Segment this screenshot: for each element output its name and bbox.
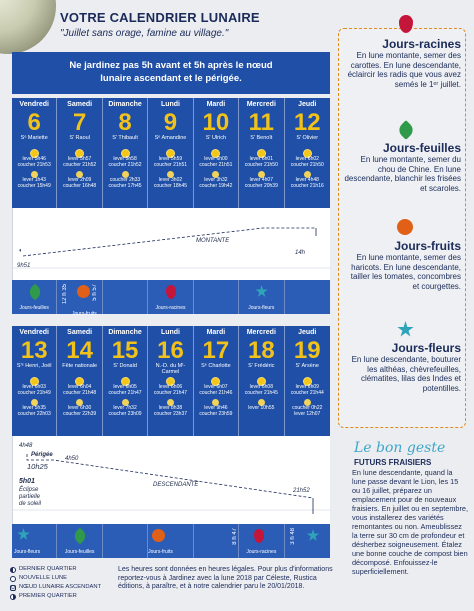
sidebar-fruits-title: Jours-fruits (394, 239, 461, 253)
fruit-icon (152, 529, 165, 542)
chart1-direction: MONTANTE (196, 238, 230, 244)
day-number: 12 (293, 109, 321, 136)
moon-time-2: coucher 22h03 (17, 410, 51, 417)
day-number: 14 (66, 337, 93, 364)
sun-set: coucher 21h46 (199, 389, 233, 396)
day-saint: S' Olivier (296, 135, 319, 141)
day-number: 9 (163, 109, 178, 136)
page-title: VOTRE CALENDRIER LUNAIRE (60, 10, 260, 25)
label-racines: Jours-racines (246, 549, 277, 555)
day-name: Vendredi (19, 329, 49, 336)
moon-line-1 (23, 228, 316, 256)
sun-set: coucher 21h48 (63, 389, 97, 396)
transition-time: 12 h 35 (62, 284, 69, 305)
fruit-icon (397, 219, 413, 235)
day-name: Mercredi (246, 329, 276, 336)
day-column (12, 326, 57, 436)
label-racines: Jours-racines (155, 305, 186, 311)
flower-icon (307, 529, 320, 542)
leaf-icon (72, 528, 89, 545)
chart2-end-time: 21h52 (293, 488, 310, 494)
day-number: 6 (27, 109, 41, 136)
day-name: Mardi (206, 101, 226, 108)
banner-line-2: lunaire ascendant et le périgée. (100, 73, 242, 84)
day-number: 7 (72, 109, 87, 136)
moon-time-2: coucher 20h39 (244, 182, 278, 189)
sun-set: coucher 21h49 (17, 389, 51, 396)
tip-body: En lune descendante, quand la lune passe devant le Lion, les 15 ou 16 juillet, préparez un emplacement pour de nouveaux fraisiers. En juillet ou en septembre, vous installerez des variétés remontantes ou non. Ameublissez la terre sur 30 cm de profondeur et désherbez soigneusement. Étalez une bonne couche de compost bien décomposé. Enfouissez-le superficiellement. (352, 468, 468, 576)
sun-set: coucher 21h51 (153, 161, 188, 168)
sidebar-feuilles-title: Jours-feuilles (382, 141, 461, 155)
day-column (148, 326, 193, 436)
day-saint: Sᵉ Amandine (154, 135, 187, 141)
sidebar-racines (343, 37, 461, 89)
day-number: 10 (202, 109, 230, 136)
moon-time-1: lever 1h43 (22, 177, 46, 183)
day-name: Vendredi (19, 101, 49, 108)
fruit-icon (77, 285, 90, 298)
sun-set: coucher 21h51 (199, 161, 233, 168)
root-icon (254, 529, 264, 543)
day-name: Samedi (67, 101, 93, 108)
warning-banner (12, 52, 330, 94)
half-moon-icon: ◐ (19, 248, 23, 254)
transition-time: 5 h 57 (92, 284, 99, 301)
moon-time-1: coucher 2h33 (109, 177, 141, 183)
day-saint: S' Thibault (112, 135, 138, 141)
day-saint: Fête nationale (62, 363, 98, 369)
moon-time-1: lever 7h32 (113, 405, 137, 411)
day-number: 17 (202, 337, 230, 364)
label-fleurs: Jours-fleurs (14, 549, 41, 555)
day-column (239, 326, 284, 436)
leaf-icon (396, 120, 416, 140)
sidebar-fruits (343, 239, 461, 291)
day-column (194, 98, 239, 208)
sun-rise: lever 6h03 (22, 384, 46, 390)
sun-set: coucher 21h52 (108, 161, 142, 168)
chart2-direction: DESCENDANTE (153, 482, 199, 488)
sidebar-racines-text: En lune montante, semer des carottes. En lune descendante, éclaircir les radis que vous avez semés le 1ᵉʳ juillet. (347, 51, 461, 89)
moon-time-2: coucher 18h45 (153, 182, 188, 189)
sun-rise: lever 6h04 (67, 384, 92, 390)
chart2-eclipse-label3: de soleil (19, 501, 42, 507)
day-number: 18 (247, 337, 275, 364)
sun-rise: lever 6h05 (113, 384, 137, 390)
week-1 (12, 98, 330, 317)
label-feuilles: Jours-feuilles (64, 549, 95, 555)
moon-time-2: coucher 23h09 (108, 410, 142, 417)
chart1-end-time: 14h (295, 250, 306, 256)
moon-time-1: coucher 0h22 (292, 405, 323, 411)
sun-rise: lever 6h06 (158, 384, 183, 390)
moon-time-2: coucher 15h49 (17, 182, 51, 189)
day-column (194, 326, 239, 436)
flower-icon (17, 528, 30, 541)
day-column (148, 98, 193, 208)
sun-rise: lever 6h08 (249, 384, 273, 390)
moon-time-1: lever 10h55 (248, 405, 275, 411)
sun-set: coucher 21h52 (63, 161, 97, 168)
sidebar-feuilles (343, 141, 461, 193)
day-saint: S' Donald (113, 363, 137, 369)
banner-line-1: Ne jardinez pas 5h avant et 5h après le nœud (69, 60, 273, 71)
sun-rise: lever 6h02 (295, 156, 319, 162)
day-saint: S' Benoît (250, 135, 273, 141)
moon-time-2: coucher 23h59 (199, 410, 233, 417)
moon-time-2: coucher 22h39 (63, 410, 97, 417)
day-type-row-1 (12, 280, 330, 314)
moon-time-1: lever 6h30 (67, 405, 92, 411)
moon-photo (0, 0, 56, 54)
flower-icon (255, 285, 268, 298)
moon-time-1: lever 8h38 (158, 405, 183, 411)
day-column (285, 326, 330, 436)
page-quote: "Juillet sans orage, famine au village." (60, 28, 229, 39)
last-quarter-icon (10, 567, 16, 573)
day-types-sidebar (338, 28, 466, 428)
day-name: Jeudi (298, 329, 317, 336)
day-name: Dimanche (108, 101, 142, 108)
sun-set: coucher 21h50 (290, 161, 324, 168)
tip-subtitle: FUTURS FRAISIERS (354, 458, 432, 467)
legend-first-quarter: PREMIER QUARTIER (19, 593, 77, 599)
legend-new-moon: NOUVELLE LUNE (19, 575, 68, 581)
day-column (285, 98, 330, 208)
moon-time-2: lever 12h07 (294, 410, 321, 417)
day-column (239, 98, 284, 208)
moon-time-2: coucher 23h37 (153, 410, 188, 417)
day-saint: S' Frédéric (248, 363, 275, 369)
legend-last-quarter: DERNIER QUARTIER (19, 566, 77, 572)
day-column (103, 98, 148, 208)
moon-curve-2 (13, 436, 331, 524)
leaf-icon (27, 284, 44, 301)
tip-title: Le bon geste (354, 440, 446, 456)
day-saint: S' Ulrich (205, 135, 227, 141)
first-quarter-icon (10, 594, 16, 600)
day-number: 8 (118, 109, 132, 136)
day-column (57, 326, 102, 436)
label-feuilles: Jours-feuilles (19, 305, 49, 311)
moon-time-2: coucher 17h45 (108, 182, 142, 189)
moon-time-2: coucher 19h42 (199, 182, 233, 189)
flower-icon (397, 321, 414, 338)
transition-time: 8 h 47 (231, 528, 238, 545)
day-number: 13 (20, 337, 48, 364)
moon-chart-1 (12, 208, 330, 280)
chart2-eclipse-label2: partielle (19, 494, 41, 500)
root-icon (166, 285, 176, 299)
sun-set: coucher 21h53 (17, 161, 51, 168)
week-1-days (12, 98, 330, 208)
legend (10, 565, 101, 601)
day-number: 11 (248, 109, 274, 136)
day-saint: Sᵉ Mariette (20, 135, 48, 141)
day-saint: S' Raoul (69, 135, 90, 141)
sidebar-racines-title: Jours-racines (382, 37, 461, 51)
moon-time-2: coucher 16h48 (63, 182, 97, 189)
label-fleurs: Jours-fleurs (248, 305, 275, 311)
sun-rise: lever 6h07 (204, 384, 228, 390)
sun-rise: lever 5h59 (158, 156, 183, 162)
chart2-eclipse-time: 5h01 (19, 478, 35, 485)
moon-time-1: lever 9h46 (204, 405, 228, 411)
sun-set: coucher 21h44 (290, 389, 324, 396)
chart2-time-top: 4h48 (19, 443, 33, 449)
day-number: 19 (293, 337, 321, 364)
moon-time-1: lever 4h48 (295, 177, 319, 183)
sidebar-feuilles-text: En lune montante, semer du chou de Chine. En lune descendante, blanchir les frisées et scaroles. (344, 155, 461, 193)
sun-set: coucher 21h47 (108, 389, 142, 396)
legend-node: NŒUD LUNAIRE ASCENDANT (19, 584, 102, 590)
day-name: Dimanche (108, 329, 142, 336)
label-fruits: Jours-fruits (148, 549, 173, 555)
day-saint: N.-D. du Mᵗ-Carmel (155, 363, 186, 375)
beet-icon (399, 15, 413, 33)
label-fruits: Jours-fruits (72, 311, 97, 317)
day-name: Lundi (160, 329, 180, 336)
day-name: Lundi (160, 101, 180, 108)
sun-set: coucher 21h45 (244, 389, 278, 396)
chart2-eclipse-label: Éclipse (19, 487, 39, 493)
day-number: 16 (157, 337, 184, 364)
sidebar-fleurs-text: En lune descendante, bouturer les althéas, chèvrefeuilles, clématites, lilas des Indes et potentilles. (351, 355, 461, 393)
moon-time-1: lever 4h07 (249, 177, 273, 183)
moon-time-2: coucher 21h16 (290, 182, 324, 189)
sidebar-fruits-text: En lune montante, semer des haricots. En lune descendante, tailler les tomates, concombres et courgettes. (350, 253, 461, 291)
node-icon: Ω (11, 584, 15, 591)
day-number: 15 (111, 337, 139, 364)
day-saint: Sᵉ Charlotte (201, 363, 231, 369)
moon-time-1: lever 2h09 (67, 177, 92, 183)
footer-note: Les heures sont données en heures légales. Pour plus d'informations reportez-vous à Jardinez avec la lune 2018 par Céleste, Rustica éditions, à paraître, et à notre calendrier paru le 20/01/2018. (118, 566, 333, 590)
sun-rise: lever 5h57 (67, 156, 92, 162)
sidebar-fleurs (343, 341, 461, 393)
day-type-row-2 (12, 524, 330, 558)
chart1-start-time: 9h51 (17, 263, 31, 269)
day-name: Samedi (67, 329, 93, 336)
sun-set: coucher 21h50 (244, 161, 278, 168)
sun-set: coucher 21h47 (153, 389, 188, 396)
chart2-perigee: Périgée (31, 452, 53, 458)
sun-rise: lever 6h00 (204, 156, 228, 162)
day-name: Jeudi (298, 101, 317, 108)
day-name: Mercredi (246, 101, 276, 108)
sun-rise: lever 5h58 (113, 156, 137, 162)
day-saint: S'ᵉ Henri, Joël (16, 363, 52, 369)
chart2-perigee-time: 10h25 (27, 462, 48, 471)
sun-rise: lever 6h09 (295, 384, 319, 390)
moon-curve-1 (13, 208, 331, 280)
day-saint: S' Arsène (295, 363, 319, 369)
new-moon-icon (10, 576, 16, 582)
moon-time-1: lever 3h02 (158, 177, 183, 183)
day-name: Mardi (206, 329, 226, 336)
chart2-node-time: 4h50 (65, 456, 79, 462)
week-2 (12, 326, 330, 558)
transition-time: 3 h 48 (289, 528, 296, 545)
week-2-days (12, 326, 330, 436)
sidebar-fleurs-title: Jours-fleurs (391, 341, 461, 355)
sun-rise: lever 6h01 (249, 156, 273, 162)
moon-time-1: lever 3h32 (204, 177, 228, 183)
moon-chart-2 (12, 436, 330, 524)
day-column (103, 326, 148, 436)
sun-rise: lever 5h46 (22, 156, 46, 162)
moon-time-1: lever 5h35 (22, 405, 46, 411)
day-column (57, 98, 102, 208)
day-column (12, 98, 57, 208)
